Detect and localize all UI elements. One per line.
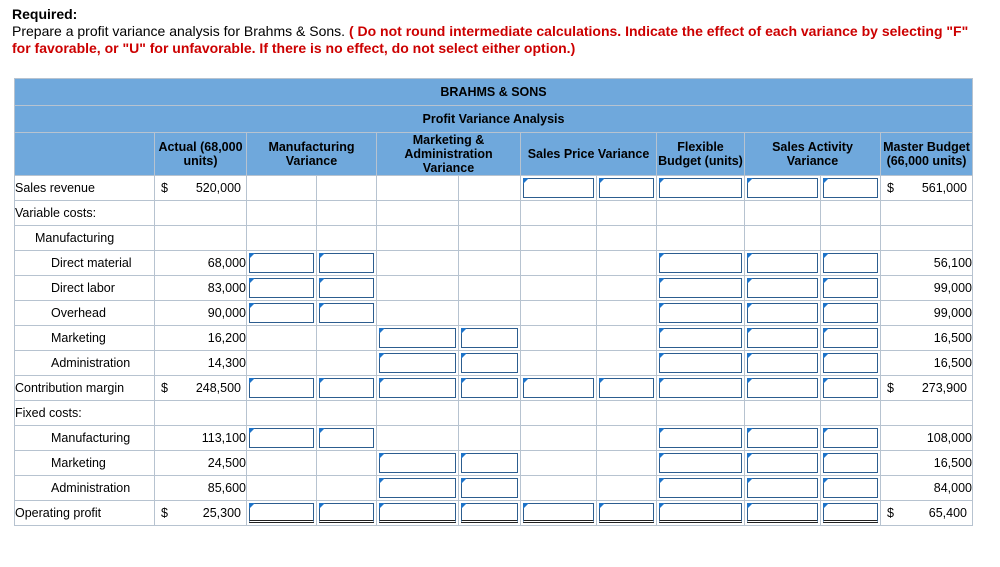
sales-activity-variance-input[interactable]: [747, 353, 818, 373]
row-label: Manufacturing: [15, 226, 155, 251]
actual-value: 25,300: [202, 506, 241, 520]
marketing-admin-variance-input[interactable]: [379, 478, 456, 498]
master-value: 99,000: [881, 301, 973, 326]
sales-activity-effect-select[interactable]: [823, 478, 878, 498]
marketing-admin-effect-select[interactable]: [461, 353, 518, 373]
master-value: 84,000: [881, 476, 973, 501]
row-label: Direct material: [15, 251, 155, 276]
table-row: [15, 426, 973, 451]
table-row: [15, 201, 973, 226]
currency: $: [161, 381, 168, 395]
manufacturing-effect-select[interactable]: [319, 253, 374, 273]
master-budget-header: Master Budget (66,000 units): [881, 133, 973, 176]
table-row: [15, 176, 973, 201]
marketing-admin-effect-select[interactable]: [461, 503, 518, 523]
flexible-budget-input[interactable]: [659, 503, 742, 523]
instructions: [12, 6, 987, 57]
flexible-budget-input[interactable]: [659, 303, 742, 323]
instructions-text: Prepare a profit variance analysis for Brahms & Sons.: [12, 23, 346, 39]
row-label: Variable costs:: [15, 201, 155, 226]
manufacturing-variance-input[interactable]: [249, 278, 314, 298]
table-row: [15, 301, 973, 326]
manufacturing-effect-select[interactable]: [319, 428, 374, 448]
manufacturing-variance-header: Manufacturing Variance: [247, 133, 377, 176]
flexible-budget-input[interactable]: [659, 428, 742, 448]
table-row: [15, 251, 973, 276]
actual-value: 24,500: [155, 451, 247, 476]
manufacturing-variance-input[interactable]: [249, 503, 314, 523]
currency: $: [887, 506, 894, 520]
marketing-admin-variance-header: Marketing & Administration Variance: [377, 133, 521, 176]
sales-price-effect-select[interactable]: [599, 503, 654, 523]
master-value: 56,100: [881, 251, 973, 276]
sales-activity-variance-input[interactable]: [747, 253, 818, 273]
row-label: Operating profit: [15, 501, 155, 526]
master-value: 16,500: [881, 451, 973, 476]
actual-value: 68,000: [155, 251, 247, 276]
sales-activity-variance-input[interactable]: [747, 503, 818, 523]
required-label: Required:: [12, 6, 78, 22]
row-label: Manufacturing: [15, 426, 155, 451]
sales-price-effect-select[interactable]: [599, 378, 654, 398]
actual-value: 113,100: [155, 426, 247, 451]
table-row: [15, 476, 973, 501]
table-row: [15, 376, 973, 401]
marketing-admin-variance-input[interactable]: [379, 353, 456, 373]
marketing-admin-variance-input[interactable]: [379, 328, 456, 348]
sales-activity-effect-select[interactable]: [823, 428, 878, 448]
label-col-header: [15, 133, 155, 176]
row-label: Fixed costs:: [15, 401, 155, 426]
actual-value: 90,000: [155, 301, 247, 326]
manufacturing-variance-input[interactable]: [249, 428, 314, 448]
currency: $: [161, 506, 168, 520]
sales-activity-variance-input[interactable]: [747, 453, 818, 473]
flexible-budget-header: Flexible Budget (units): [657, 133, 745, 176]
sales-activity-effect-select[interactable]: [823, 303, 878, 323]
sales-price-variance-input[interactable]: [523, 178, 594, 198]
master-value: 108,000: [881, 426, 973, 451]
sales-activity-variance-input[interactable]: [747, 178, 818, 198]
manufacturing-effect-select[interactable]: [319, 303, 374, 323]
sales-activity-variance-header: Sales Activity Variance: [745, 133, 881, 176]
row-label: Administration: [15, 476, 155, 501]
manufacturing-variance-input[interactable]: [249, 378, 314, 398]
actual-col-header: Actual (68,000 units): [155, 133, 247, 176]
table-row: [15, 451, 973, 476]
sales-activity-variance-input[interactable]: [747, 278, 818, 298]
row-label: Sales revenue: [15, 176, 155, 201]
flexible-budget-input[interactable]: [659, 278, 742, 298]
master-value: 16,500: [881, 351, 973, 376]
flexible-budget-input[interactable]: [659, 328, 742, 348]
manufacturing-effect-select[interactable]: [319, 378, 374, 398]
sales-price-effect-select[interactable]: [599, 178, 654, 198]
sales-activity-effect-select[interactable]: [823, 178, 878, 198]
table-row: [15, 401, 973, 426]
table-row: [15, 501, 973, 526]
sales-activity-effect-select[interactable]: [823, 453, 878, 473]
row-label: Marketing: [15, 326, 155, 351]
master-value: 561,000: [921, 181, 968, 195]
company-title: BRAHMS & SONS: [15, 79, 973, 106]
actual-value: 248,500: [195, 381, 241, 395]
table-row: [15, 276, 973, 301]
manufacturing-effect-select[interactable]: [319, 503, 374, 523]
currency: $: [887, 381, 894, 395]
actual-value: 85,600: [155, 476, 247, 501]
currency: $: [887, 181, 894, 195]
sales-activity-variance-input[interactable]: [747, 428, 818, 448]
flexible-budget-input[interactable]: [659, 253, 742, 273]
manufacturing-variance-input[interactable]: [249, 253, 314, 273]
row-label: Administration: [15, 351, 155, 376]
sales-activity-effect-select[interactable]: [823, 253, 878, 273]
marketing-admin-effect-select[interactable]: [461, 478, 518, 498]
actual-value: 14,300: [155, 351, 247, 376]
sales-activity-variance-input[interactable]: [747, 478, 818, 498]
flexible-budget-input[interactable]: [659, 453, 742, 473]
marketing-admin-variance-input[interactable]: [379, 378, 456, 398]
marketing-admin-variance-input[interactable]: [379, 503, 456, 523]
sales-activity-effect-select[interactable]: [823, 378, 878, 398]
marketing-admin-effect-select[interactable]: [461, 378, 518, 398]
marketing-admin-effect-select[interactable]: [461, 328, 518, 348]
instructions-note: ( Do not round intermediate calculations. Indicate the effect of each variance by selecting "F" for favorable, or "U" for unfavorable. If there is no effect, do not select either option.): [12, 23, 969, 56]
flexible-budget-input[interactable]: [659, 478, 742, 498]
sales-activity-effect-select[interactable]: [823, 328, 878, 348]
marketing-admin-variance-input[interactable]: [379, 453, 456, 473]
sales-activity-effect-select[interactable]: [823, 503, 878, 523]
master-value: 99,000: [881, 276, 973, 301]
actual-value: 83,000: [155, 276, 247, 301]
row-label: Contribution margin: [15, 376, 155, 401]
table-row: [15, 351, 973, 376]
sales-price-variance-header: Sales Price Variance: [521, 133, 657, 176]
sales-activity-effect-select[interactable]: [823, 353, 878, 373]
actual-value: 16,200: [155, 326, 247, 351]
master-value: 65,400: [928, 506, 968, 520]
table-row: [15, 326, 973, 351]
row-label: Marketing: [15, 451, 155, 476]
flexible-budget-input[interactable]: [659, 353, 742, 373]
manufacturing-effect-select[interactable]: [319, 278, 374, 298]
row-label: Overhead: [15, 301, 155, 326]
sales-price-variance-input[interactable]: [523, 378, 594, 398]
master-value: 273,900: [921, 381, 968, 395]
sales-activity-variance-input[interactable]: [747, 328, 818, 348]
currency: $: [161, 181, 168, 195]
actual-value: 520,000: [195, 181, 241, 195]
row-label: Direct labor: [15, 276, 155, 301]
master-value: 16,500: [881, 326, 973, 351]
flexible-budget-input[interactable]: [659, 178, 742, 198]
table-row: [15, 226, 973, 251]
marketing-admin-effect-select[interactable]: [461, 453, 518, 473]
report-subtitle: Profit Variance Analysis: [15, 106, 973, 133]
profit-variance-table: [14, 78, 973, 526]
manufacturing-variance-input[interactable]: [249, 303, 314, 323]
sales-activity-effect-select[interactable]: [823, 278, 878, 298]
sales-activity-variance-input[interactable]: [747, 303, 818, 323]
sales-activity-variance-input[interactable]: [747, 378, 818, 398]
sales-price-variance-input[interactable]: [523, 503, 594, 523]
flexible-budget-input[interactable]: [659, 378, 742, 398]
